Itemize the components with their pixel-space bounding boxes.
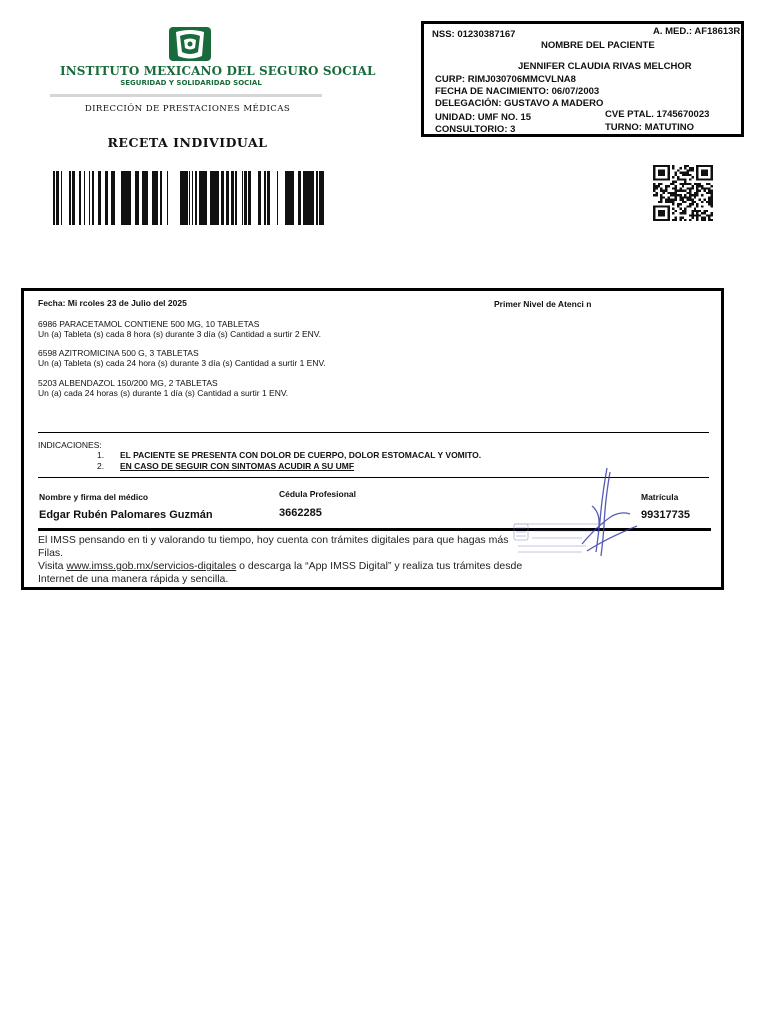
patient-info-box xyxy=(421,21,744,137)
medication-name: 6598 AZITROMICINA 500 G, 3 TABLETAS xyxy=(38,348,199,358)
imss-eagle-logo-icon xyxy=(168,26,212,62)
patient-name-label: NOMBRE DEL PACIENTE xyxy=(541,40,655,51)
a-med: A. MED.: AF18613R xyxy=(653,26,741,37)
doctor-signature-stamp-icon xyxy=(512,466,642,560)
footer-visit: Visita xyxy=(38,560,67,573)
footer-line-rest: o descarga la “App IMSS Digital” y realiza tus trámites desde xyxy=(236,560,523,573)
footer-line: Filas. xyxy=(38,547,64,560)
patient-birth-date: FECHA DE NACIMIENTO: 06/07/2003 xyxy=(435,86,600,97)
imss-logo xyxy=(60,26,376,96)
barcode-icon xyxy=(53,171,326,225)
qr-code-icon xyxy=(653,165,713,221)
prescription-date: Fecha: Mi rcoles 23 de Julio del 2025 xyxy=(38,298,187,308)
medication-name: 5203 ALBENDAZOL 150/200 MG, 2 TABLETAS xyxy=(38,378,218,388)
medication-name: 6986 PARACETAMOL CONTIENE 500 MG, 10 TABLETAS xyxy=(38,319,260,329)
doctor-name: Edgar Rubén Palomares Guzmán xyxy=(39,509,213,521)
license-number: 3662285 xyxy=(279,507,322,519)
doctor-name-label: Nombre y firma del médico xyxy=(39,492,149,502)
indication-text: EL PACIENTE SE PRESENTA CON DOLOR DE CUERPO, DOLOR ESTOMACAL Y VOMITO. xyxy=(120,450,482,460)
enrollment-label: Matrícula xyxy=(641,492,679,502)
patient-delegation: DELEGACIÓN: GUSTAVO A MADERO xyxy=(435,98,604,109)
medication-dosage: Un (a) Tableta (s) cada 8 hora (s) durante 3 día (s) Cantidad a surtir 2 ENV. xyxy=(38,329,321,339)
indication-text: EN CASO DE SEGUIR CON SINTOMAS ACUDIR A SU UMF xyxy=(120,461,355,471)
indication-number: 1. xyxy=(97,450,105,460)
department-name: DIRECCIÓN DE PRESTACIONES MÉDICAS xyxy=(84,104,291,114)
enrollment-number: 99317735 xyxy=(641,509,690,521)
medication-dosage: Un (a) Tableta (s) cada 24 hora (s) durante 3 día (s) Cantidad a surtir 1 ENV. xyxy=(38,358,326,368)
patient-unit: UNIDAD: UMF NO. 15 xyxy=(435,112,532,123)
care-level: Primer Nivel de Atenci n xyxy=(494,299,592,309)
document-title: RECETA INDIVIDUAL xyxy=(107,135,268,150)
patient-office: CONSULTORIO: 3 xyxy=(435,124,516,135)
patient-shift: TURNO: MATUTINO xyxy=(605,122,695,133)
patient-cve-ptal: CVE PTAL. 1745670023 xyxy=(605,109,710,120)
indication-number: 2. xyxy=(97,461,105,471)
institution-name: INSTITUTO MEXICANO DEL SEGURO SOCIAL xyxy=(60,64,376,78)
medication-dosage: Un (a) cada 24 horas (s) durante 1 día (s) Cantidad a surtir 1 ENV. xyxy=(38,388,289,398)
patient-curp: CURP: RIMJ030706MMCVLNA8 xyxy=(435,74,576,85)
header-divider xyxy=(50,94,322,97)
footer-line: El IMSS pensando en ti y valorando tu tiempo, hoy cuenta con trámites digitales para que hagas más xyxy=(38,534,509,546)
patient-name: JENNIFER CLAUDIA RIVAS MELCHOR xyxy=(518,61,692,72)
footer-line: Internet de una manera rápida y sencilla. xyxy=(38,573,229,586)
indications-label: INDICACIONES: xyxy=(38,440,102,450)
footer-line xyxy=(38,560,558,573)
divider xyxy=(38,432,709,433)
digital-services-link[interactable]: www.imss.gob.mx/servicios-digitales xyxy=(66,560,237,573)
nss: NSS: 01230387167 xyxy=(432,29,516,40)
institution-motto: SEGURIDAD Y SOLIDARIDAD SOCIAL xyxy=(120,79,262,87)
license-label: Cédula Profesional xyxy=(279,489,356,499)
footer-message xyxy=(38,534,558,587)
